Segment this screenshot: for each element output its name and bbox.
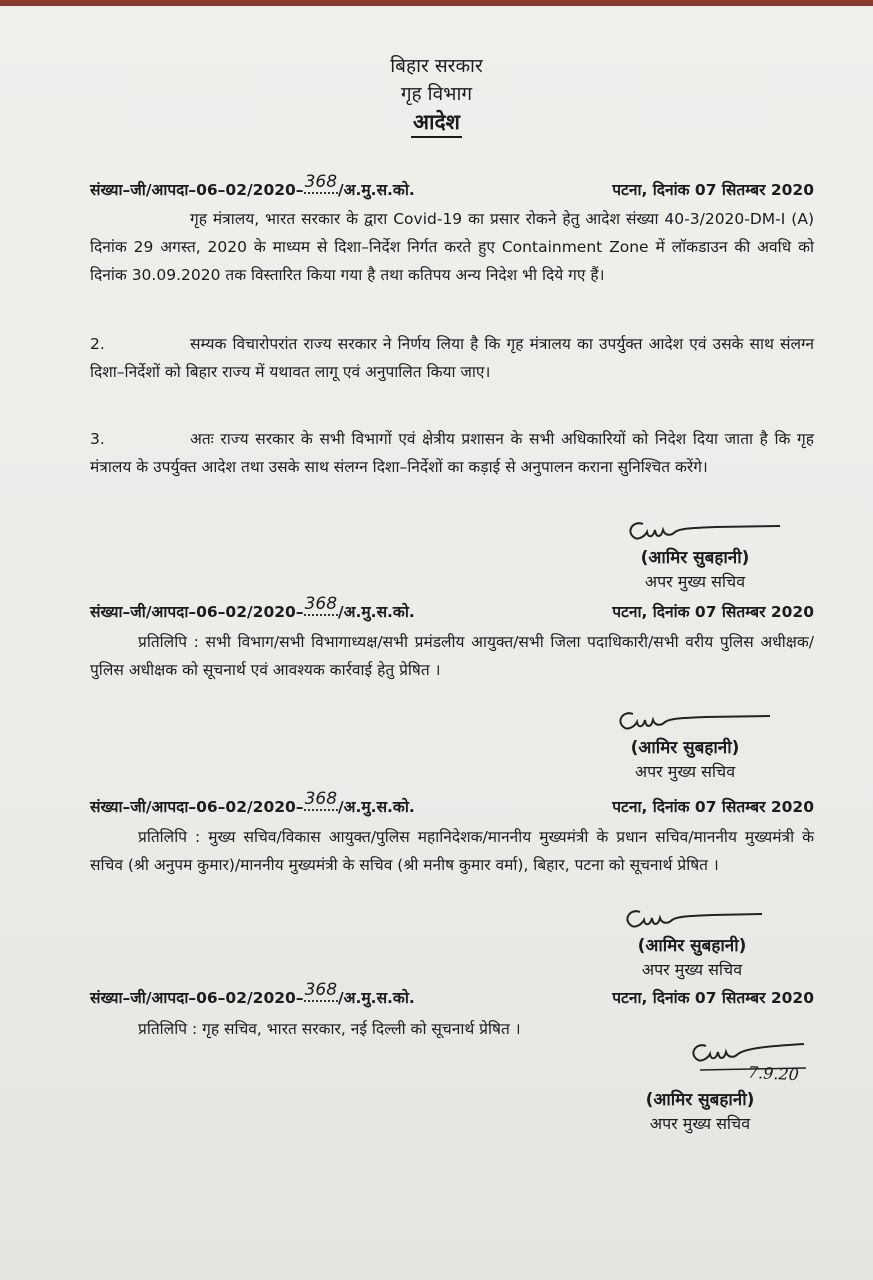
signatory-name: (आमिर सुबहानी): [645, 1090, 755, 1110]
signatory-designation: अपर मुख्य सचिव: [634, 762, 736, 781]
reference-number: संख्या–जी/आपदा–06–02/2020–368/अ.मु.स.को.: [90, 980, 415, 1007]
reference-number: संख्या–जी/आपदा–06–02/2020–368/अ.मु.स.को.: [90, 594, 415, 621]
signatory-designation: अपर मुख्य सचिव: [641, 960, 743, 979]
document-title: [0, 108, 873, 136]
reference-line: [90, 789, 814, 819]
handwritten-signature: [585, 700, 785, 736]
paragraph-number: 3.: [90, 430, 105, 448]
copy-paragraph-1: प्रतिलिपि : सभी विभाग/सभी विभागाध्यक्ष/सभी प्रमंडलीय आयुक्त/सभी जिला पदाधिकारी/सभी वरीय पुलिस अधीक्षक/पुलिस अधीक्षक को सूचनार्थ एवं आवश्यक कार्रवाई हेतु प्रेषित ।: [90, 633, 814, 679]
order-paragraph-2: 2. सम्यक विचारोपरांत राज्य सरकार ने निर्णय लिया है कि गृह मंत्रालय का उपर्युक्त आदेश एवं उसके साथ संलग्न दिशा–निर्देशों को बिहार राज्य में यथावत लागू एवं अनुपालित किया जाए।: [90, 330, 814, 386]
copy-paragraph-2: प्रतिलिपि : मुख्य सचिव/विकास आयुक्त/पुलिस महानिदेशक/माननीय मुख्यमंत्री के प्रधान सचिव/माननीय मुख्यमंत्री के सचिव (श्री अनुपम कुमार)/माननीय मुख्यमंत्री के सचिव (श्री मनीष कुमार वर्मा), बिहार, पटना को सूचनार्थ प्रेषित ।: [90, 828, 814, 874]
signatory-designation: अपर मुख्य सचिव: [644, 572, 746, 591]
signature-block: [565, 700, 805, 784]
reference-line: [90, 172, 814, 202]
signatory-designation: अपर मुख्य सचिव: [649, 1114, 751, 1133]
handwritten-signature: [592, 898, 792, 934]
reference-line: [90, 594, 814, 624]
copy-paragraph-3: प्रतिलिपि : गृह सचिव, भारत सरकार, नई दिल्ली को सूचनार्थ प्रेषित ।: [138, 1020, 521, 1038]
order-paragraph-3: 3. अतः राज्य सरकार के सभी विभागों एवं क्षेत्रीय प्रशासन के सभी अधिकारियों को निदेश दिया जाता है कि गृह मंत्रालय के उपर्युक्त आदेश तथा उसके साथ संलग्न दिशा–निर्देशों का कड़ाई से अनुपालन कराना सुनिश्चित करेंगे।: [90, 425, 814, 481]
department-name: गृह विभाग: [400, 83, 473, 105]
reference-number: संख्या–जी/आपदा–06–02/2020–368/अ.मु.स.को.: [90, 172, 415, 199]
place-date: पटना, दिनांक 07 सितम्बर 2020: [612, 989, 814, 1007]
order-paragraph-1: गृह मंत्रालय, भारत सरकार के द्वारा Covid-19 का प्रसार रोकने हेतु आदेश संख्या 40-3/2020-DM-I (A) दिनांक 29 अगस्त, 2020 के माध्यम से दिशा–निर्देश निर्गत करते हुए Containment Zone में लॉकडाउन की अवधि को दिनांक 30.09.2020 तक विस्तारित किया गया है तथा कतिपय अन्य निदेश भी दिये गए हैं।: [90, 210, 814, 284]
signature-block: [575, 510, 815, 594]
paragraph-number: 2.: [90, 335, 105, 353]
place-date: पटना, दिनांक 07 सितम्बर 2020: [612, 181, 814, 199]
government-name: बिहार सरकार: [390, 55, 483, 77]
page-top-edge: [0, 0, 873, 6]
signatory-name: (आमिर सुबहानी): [640, 548, 750, 568]
signatory-name: (आमिर सुबहानी): [637, 936, 747, 956]
handwritten-signature: [595, 510, 795, 546]
handwritten-order-number: 368: [304, 980, 338, 1000]
handwritten-order-number: 368: [304, 789, 338, 809]
signatory-name: (आमिर सुबहानी): [630, 738, 740, 758]
reference-line: [90, 980, 814, 1010]
handwritten-order-number: 368: [304, 172, 338, 192]
handwritten-date: 7.9.20: [747, 1062, 800, 1085]
handwritten-order-number: 368: [304, 594, 338, 614]
signature-block: [572, 898, 812, 982]
reference-number: संख्या–जी/आपदा–06–02/2020–368/अ.मु.स.को.: [90, 789, 415, 816]
place-date: पटना, दिनांक 07 सितम्बर 2020: [612, 798, 814, 816]
place-date: पटना, दिनांक 07 सितम्बर 2020: [612, 603, 814, 621]
document-title-text: आदेश: [411, 110, 462, 138]
